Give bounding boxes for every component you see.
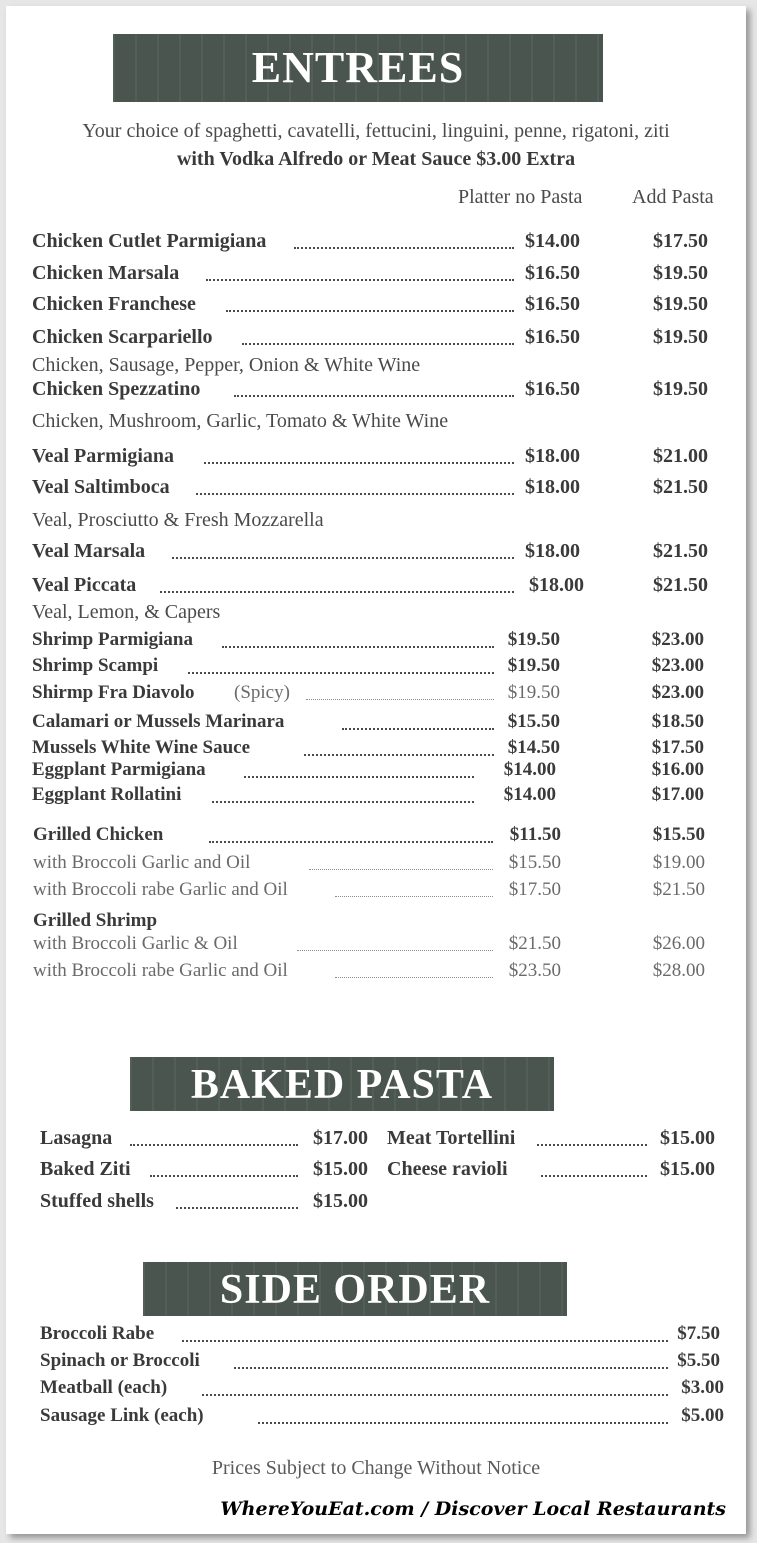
platter-price: $14.00 [525,230,580,252]
spicy-note: (Spicy) [234,682,290,703]
platter-price: $17.50 [508,879,561,900]
leader-dots [335,953,493,978]
leader-dots [196,469,514,495]
price-disclaimer: Prices Subject to Change Without Notice [211,1457,541,1479]
item-name: with Broccoli Garlic and Oil [33,852,251,873]
leader-dots [222,622,494,648]
pasta-price: $21.50 [652,879,705,900]
platter-price: $18.00 [525,476,580,498]
platter-price: $18.00 [525,445,580,467]
platter-price: $21.50 [508,933,561,954]
platter-price: $14.00 [503,759,556,780]
platter-price: $19.50 [507,629,560,650]
add-pasta-column-header: Add Pasta [632,186,714,208]
item-price: $15.00 [660,1158,715,1180]
platter-price: $16.50 [525,262,580,284]
side-order-heading: SIDE ORDER [143,1262,567,1316]
pasta-price: $19.50 [653,262,708,284]
item-price: $15.00 [660,1127,715,1149]
pasta-price: $16.00 [651,759,704,780]
item-name: Veal Piccata [32,574,137,596]
item-name: Stuffed shells [40,1190,154,1212]
pasta-price: $19.50 [653,293,708,315]
platter-price: $14.50 [507,737,560,758]
item-name: Mussels White Wine Sauce [32,737,250,758]
item-price: $7.50 [677,1323,720,1344]
item-name: Shirmp Fra Diavolo [32,682,195,703]
item-name: Shrimp Scampi [32,655,159,676]
pasta-choice-text: Your choice of spaghetti, cavatelli, fettucini, linguini, penne, rigatoni, ziti [82,120,670,142]
leader-dots [176,1183,298,1209]
item-name: Chicken Franchese [32,293,196,315]
item-price: $15.00 [313,1190,368,1212]
pasta-price: $19.00 [652,852,705,873]
pasta-price: $19.50 [653,378,708,400]
item-name: Shrimp Parmigiana [32,629,193,650]
leader-dots [209,817,493,843]
menu-page [6,6,746,1534]
leader-dots [309,845,493,870]
platter-price: $18.00 [525,540,580,562]
pasta-price: $21.50 [653,540,708,562]
item-name: Baked Ziti [40,1158,131,1180]
platter-price: $16.50 [525,326,580,348]
item-name: Meat Tortellini [387,1127,516,1149]
item-name: Cheese ravioli [387,1158,508,1180]
item-name: with Broccoli Garlic & Oil [33,933,238,954]
site-credit: WhereYouEat.com / Discover Local Restaurants [220,1498,726,1520]
leader-dots [294,223,514,249]
item-name: Lasagna [40,1127,113,1149]
platter-price: $15.50 [507,711,560,732]
pasta-price: $15.50 [652,824,705,845]
leader-dots [306,675,494,700]
leader-dots [206,255,514,281]
pasta-price: $23.00 [651,682,704,703]
baked-pasta-heading: BAKED PASTA [130,1057,554,1111]
item-name: Calamari or Mussels Marinara [32,711,285,732]
leader-dots [234,371,514,397]
item-price: $17.00 [313,1127,368,1149]
platter-column-header: Platter no Pasta [458,186,583,208]
item-price: $5.50 [677,1350,720,1371]
pasta-price: $17.00 [651,784,704,805]
item-description: Chicken, Mushroom, Garlic, Tomato & White Wine [32,410,449,432]
pasta-price: $21.50 [653,574,708,596]
leader-dots [244,752,474,778]
item-name: Sausage Link (each) [40,1405,204,1426]
pasta-price: $18.50 [651,711,704,732]
platter-price: $19.50 [507,682,560,703]
item-name: Chicken Spezzatino [32,378,201,400]
item-name: Chicken Cutlet Parmigiana [32,230,267,252]
leader-dots [537,1120,647,1146]
item-name: Meatball (each) [40,1377,168,1398]
platter-price: $16.50 [525,378,580,400]
item-description: Veal, Prosciutto & Fresh Mozzarella [32,509,324,531]
pasta-price: $21.50 [653,476,708,498]
leader-dots [234,1343,668,1369]
pasta-price: $28.00 [652,960,705,981]
item-name: Grilled Chicken [33,824,164,845]
platter-price: $14.00 [503,784,556,805]
pasta-price: $23.00 [651,655,704,676]
pasta-price: $23.00 [651,629,704,650]
leader-dots [226,286,514,312]
platter-price: $23.50 [508,960,561,981]
leader-dots [182,1316,668,1342]
leader-dots [130,1120,298,1146]
item-name: Chicken Marsala [32,262,180,284]
item-name: Veal Parmigiana [32,445,175,467]
item-name: Chicken Scarpariello [32,326,213,348]
entrees-heading: ENTREES [113,34,603,102]
leader-dots [242,319,514,345]
item-name: Veal Marsala [32,540,146,562]
item-name: Grilled Shrimp [33,910,158,931]
pasta-price: $26.00 [652,933,705,954]
leader-dots [188,648,494,674]
platter-price: $15.50 [508,852,561,873]
item-name: Veal Saltimboca [32,476,170,498]
platter-price: $11.50 [509,824,561,845]
pasta-price: $21.00 [653,445,708,467]
pasta-price: $19.50 [653,326,708,348]
sauce-extra-text: with Vodka Alfredo or Meat Sauce $3.00 Extra [176,148,576,170]
item-description: Chicken, Sausage, Pepper, Onion & White Wine [32,354,421,376]
platter-price: $18.00 [529,574,584,596]
leader-dots [202,1370,668,1396]
item-price: $15.00 [313,1158,368,1180]
item-name: with Broccoli rabe Garlic and Oil [33,879,288,900]
leader-dots [335,872,493,897]
item-name: Eggplant Rollatini [32,784,182,805]
pasta-price: $17.50 [651,737,704,758]
leader-dots [541,1151,647,1177]
leader-dots [297,926,493,951]
item-price: $5.00 [681,1405,724,1426]
item-name: Broccoli Rabe [40,1323,155,1344]
leader-dots [172,533,514,559]
item-name: Eggplant Parmigiana [32,759,206,780]
pasta-price: $17.50 [653,230,708,252]
leader-dots [212,777,474,803]
platter-price: $19.50 [507,655,560,676]
leader-dots [204,438,514,464]
item-description: Veal, Lemon, & Capers [32,601,221,623]
item-price: $3.00 [681,1377,724,1398]
leader-dots [150,1151,298,1177]
item-name: with Broccoli rabe Garlic and Oil [33,960,288,981]
leader-dots [258,1398,668,1424]
leader-dots [160,567,514,593]
item-name: Spinach or Broccoli [40,1350,200,1371]
platter-price: $16.50 [525,293,580,315]
